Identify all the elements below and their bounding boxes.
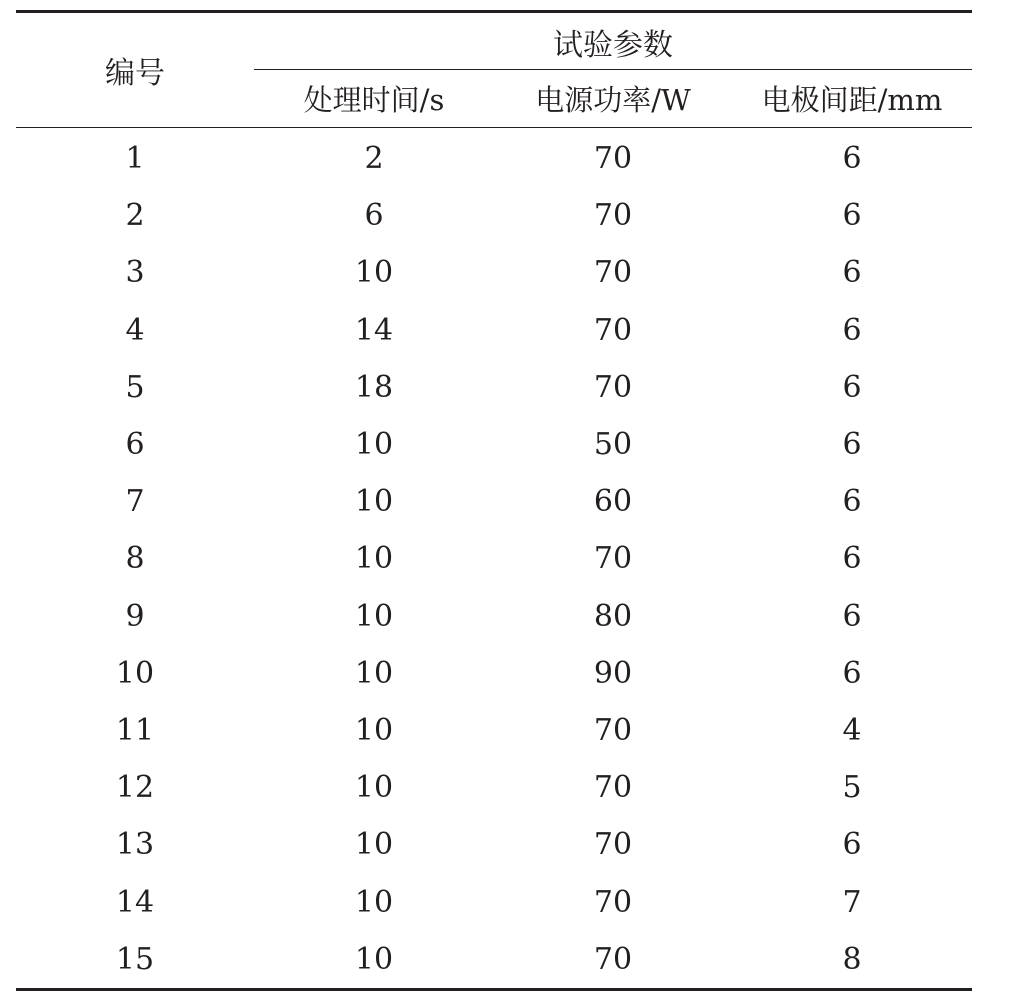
cell-treatment-time: 10 bbox=[354, 598, 394, 634]
cell-treatment-time: 6 bbox=[364, 198, 384, 234]
table-row bbox=[16, 873, 972, 930]
table-row bbox=[16, 759, 972, 816]
table-row bbox=[16, 128, 972, 188]
cell-electrode-gap: 6 bbox=[842, 655, 862, 691]
cell-electrode-gap: 6 bbox=[842, 598, 862, 634]
table-row bbox=[16, 588, 972, 645]
header-group-row bbox=[16, 12, 972, 71]
cell-power: 70 bbox=[593, 198, 633, 234]
header-id: 编号 bbox=[16, 12, 254, 128]
cell-id: 8 bbox=[125, 541, 145, 577]
cell-electrode-gap: 8 bbox=[732, 931, 972, 990]
cell-treatment-time: 10 bbox=[354, 827, 394, 863]
table-body bbox=[16, 128, 972, 990]
test-parameter-table bbox=[16, 10, 972, 991]
cell-treatment-time: 10 bbox=[254, 931, 494, 990]
cell-treatment-time: 10 bbox=[354, 712, 394, 748]
group-underline bbox=[254, 69, 972, 70]
cell-id: 6 bbox=[125, 427, 145, 463]
cell-id: 1 bbox=[125, 141, 145, 177]
header-test-parameters-label: 试验参数 bbox=[553, 27, 673, 63]
cell-id: 4 bbox=[125, 312, 145, 348]
parameter-table-container bbox=[16, 10, 972, 991]
cell-power: 70 bbox=[593, 312, 633, 348]
cell-treatment-time: 10 bbox=[354, 255, 394, 291]
cell-id: 3 bbox=[125, 255, 145, 291]
cell-treatment-time: 10 bbox=[354, 655, 394, 691]
cell-electrode-gap: 7 bbox=[842, 884, 862, 920]
cell-power: 70 bbox=[593, 369, 633, 405]
cell-electrode-gap: 6 bbox=[842, 541, 862, 577]
cell-electrode-gap: 6 bbox=[842, 484, 862, 520]
header-electrode-gap: 电极间距/mm bbox=[732, 70, 972, 128]
cell-id: 11 bbox=[115, 712, 155, 748]
cell-electrode-gap: 4 bbox=[842, 712, 862, 748]
table-row bbox=[16, 931, 972, 990]
cell-id: 14 bbox=[115, 884, 155, 920]
cell-id: 5 bbox=[125, 369, 145, 405]
cell-electrode-gap: 6 bbox=[842, 198, 862, 234]
cell-treatment-time: 10 bbox=[354, 484, 394, 520]
cell-power: 70 bbox=[593, 884, 633, 920]
cell-power: 70 bbox=[593, 255, 633, 291]
cell-id: 7 bbox=[125, 484, 145, 520]
cell-power: 60 bbox=[593, 484, 633, 520]
cell-treatment-time: 2 bbox=[364, 141, 384, 177]
cell-electrode-gap: 6 bbox=[842, 141, 862, 177]
table-row bbox=[16, 302, 972, 359]
cell-id: 9 bbox=[125, 598, 145, 634]
cell-power: 70 bbox=[494, 931, 732, 990]
cell-electrode-gap: 6 bbox=[842, 827, 862, 863]
cell-power: 70 bbox=[593, 141, 633, 177]
cell-electrode-gap: 6 bbox=[842, 255, 862, 291]
cell-treatment-time: 14 bbox=[354, 312, 394, 348]
table-row bbox=[16, 530, 972, 587]
cell-id: 2 bbox=[125, 198, 145, 234]
cell-electrode-gap: 6 bbox=[842, 369, 862, 405]
table-row bbox=[16, 702, 972, 759]
cell-electrode-gap: 6 bbox=[842, 427, 862, 463]
table-row bbox=[16, 359, 972, 416]
cell-power: 70 bbox=[593, 827, 633, 863]
cell-power: 70 bbox=[593, 712, 633, 748]
cell-id: 12 bbox=[115, 770, 155, 806]
table-row bbox=[16, 187, 972, 244]
cell-treatment-time: 10 bbox=[354, 884, 394, 920]
cell-id: 13 bbox=[115, 827, 155, 863]
cell-treatment-time: 10 bbox=[354, 770, 394, 806]
table-header bbox=[16, 12, 972, 128]
table-row bbox=[16, 645, 972, 702]
cell-power: 50 bbox=[593, 427, 633, 463]
header-treatment-time: 处理时间/s bbox=[254, 70, 494, 128]
table-row bbox=[16, 473, 972, 530]
table-row bbox=[16, 416, 972, 473]
table-row bbox=[16, 816, 972, 873]
cell-power: 80 bbox=[593, 598, 633, 634]
header-test-parameters bbox=[254, 12, 972, 71]
header-power: 电源功率/W bbox=[494, 70, 732, 128]
cell-power: 70 bbox=[593, 541, 633, 577]
cell-treatment-time: 10 bbox=[354, 427, 394, 463]
cell-id: 10 bbox=[115, 655, 155, 691]
cell-electrode-gap: 6 bbox=[842, 312, 862, 348]
table-row bbox=[16, 244, 972, 301]
cell-treatment-time: 18 bbox=[354, 369, 394, 405]
cell-electrode-gap: 5 bbox=[842, 770, 862, 806]
cell-treatment-time: 10 bbox=[354, 541, 394, 577]
cell-id: 15 bbox=[16, 931, 254, 990]
cell-power: 90 bbox=[593, 655, 633, 691]
cell-power: 70 bbox=[593, 770, 633, 806]
